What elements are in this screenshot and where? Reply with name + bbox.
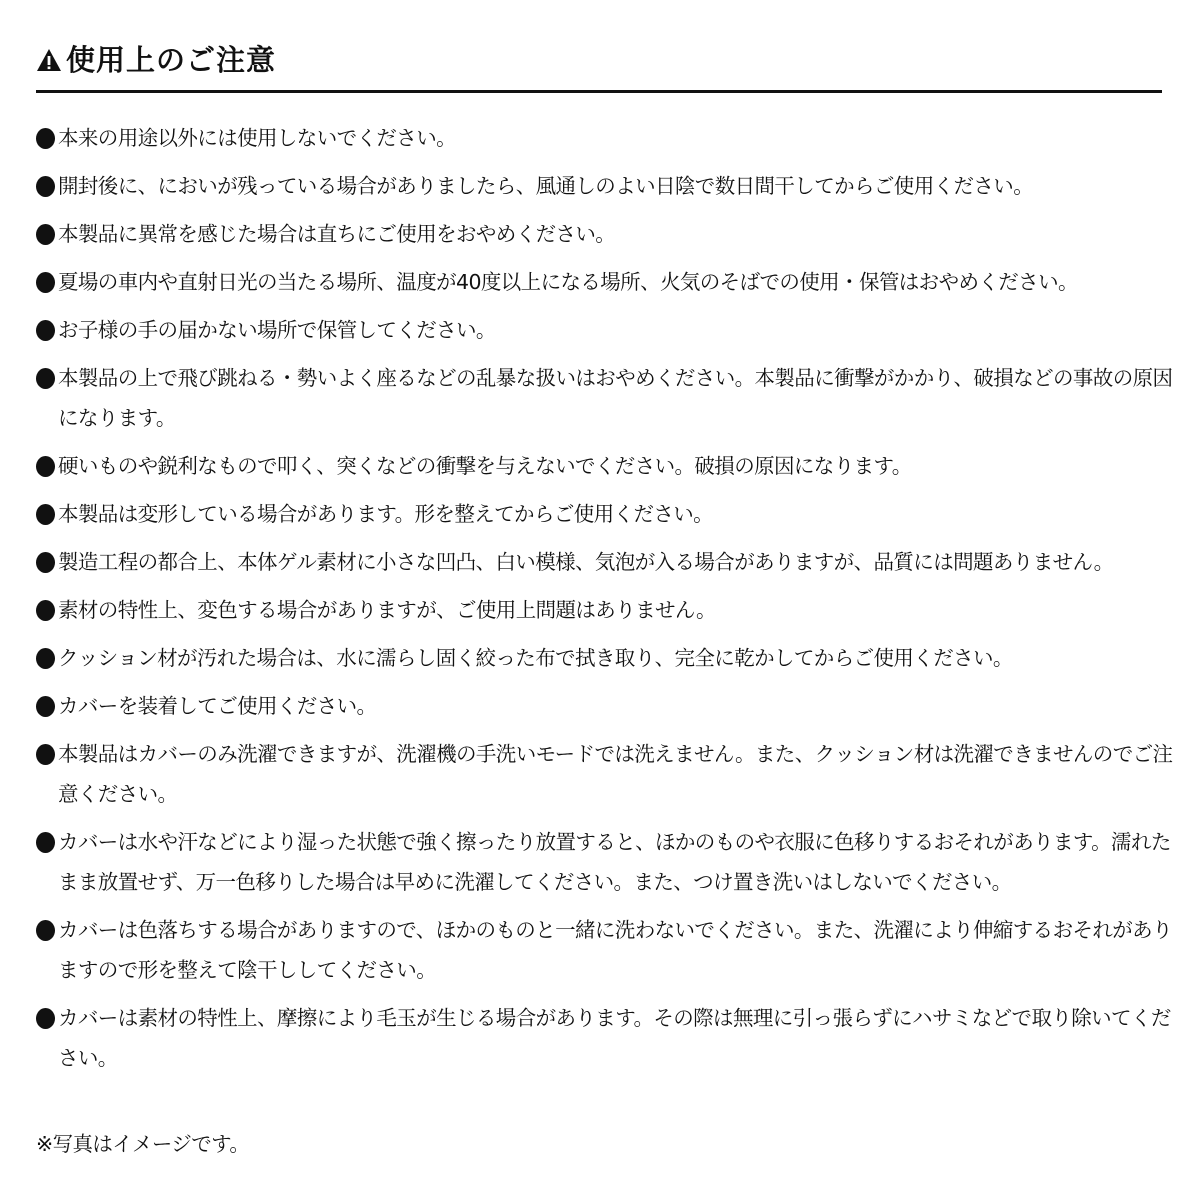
caution-item xyxy=(36,734,1176,814)
caution-text: 製造工程の都合上、本体ゲル素材に小さな凹凸、白い模様、気泡が入る場合がありますが、品質には問題ありません。 xyxy=(58,550,1114,574)
header-divider xyxy=(36,90,1162,93)
bullet-icon xyxy=(36,832,55,853)
caution-text: カバーは素材の特性上、摩擦により毛玉が生じる場合があります。その際は無理に引っ張らずにハサミなどで取り除いてください。 xyxy=(58,1006,1171,1070)
bullet-icon xyxy=(36,504,55,525)
caution-item xyxy=(36,638,1176,678)
bullet-icon xyxy=(36,920,55,941)
caution-item xyxy=(36,822,1176,902)
caution-item xyxy=(36,998,1176,1078)
bullet-icon xyxy=(36,456,55,477)
caution-text: 本製品は変形している場合があります。形を整えてからご使用ください。 xyxy=(58,502,714,526)
bullet-icon xyxy=(36,648,55,669)
caution-item xyxy=(36,310,1176,350)
bullet-icon xyxy=(36,552,55,573)
caution-list xyxy=(36,118,1176,1086)
image-disclaimer: ※写真はイメージです。 xyxy=(36,1132,250,1156)
bullet-icon xyxy=(36,744,55,765)
caution-text: カバーを装着してご使用ください。 xyxy=(58,694,377,718)
bullet-icon xyxy=(36,224,55,245)
caution-item xyxy=(36,262,1176,302)
caution-text: 本来の用途以外には使用しないでください。 xyxy=(58,126,456,150)
caution-item xyxy=(36,590,1176,630)
caution-text: 本製品に異常を感じた場合は直ちにご使用をおやめください。 xyxy=(58,222,616,246)
caution-item xyxy=(36,118,1176,158)
bullet-icon xyxy=(36,320,55,341)
caution-item xyxy=(36,910,1176,990)
caution-text: 本製品の上で飛び跳ねる・勢いよく座るなどの乱暴な扱いはおやめください。本製品に衝撃がかかり、破損などの事故の原因になります。 xyxy=(58,366,1173,430)
caution-text: 開封後に、においが残っている場合がありましたら、風通しのよい日陰で数日間干してからご使用ください。 xyxy=(58,174,1034,198)
caution-item xyxy=(36,494,1176,534)
caution-text: お子様の手の届かない場所で保管してください。 xyxy=(58,318,496,342)
bullet-icon xyxy=(36,600,55,621)
bullet-icon xyxy=(36,1008,55,1029)
caution-text: 夏場の車内や直射日光の当たる場所、温度が40度以上になる場所、火気のそばでの使用・保管はおやめください。 xyxy=(58,270,1078,294)
caution-text: 本製品はカバーのみ洗濯できますが、洗濯機の手洗いモードでは洗えません。また、クッション材は洗濯できませんのでご注意ください。 xyxy=(58,742,1173,806)
caution-item xyxy=(36,214,1176,254)
bullet-icon xyxy=(36,128,55,149)
caution-text: クッション材が汚れた場合は、水に濡らし固く絞った布で拭き取り、完全に乾かしてからご使用ください。 xyxy=(58,646,1013,670)
caution-text: 硬いものや鋭利なもので叩く、突くなどの衝撃を与えないでください。破損の原因になります。 xyxy=(58,454,912,478)
caution-item xyxy=(36,358,1176,438)
caution-text: カバーは水や汗などにより湿った状態で強く擦ったり放置すると、ほかのものや衣服に色移りするおそれがあります。濡れたまま放置せず、万一色移りした場合は早めに洗濯してください。また、つけ置き洗いはしないでください。 xyxy=(58,830,1171,894)
caution-item xyxy=(36,166,1176,206)
caution-item xyxy=(36,542,1176,582)
page-title: 使用上のご注意 xyxy=(66,43,277,77)
caution-item xyxy=(36,446,1176,486)
caution-text: カバーは色落ちする場合がありますので、ほかのものと一緒に洗わないでください。また、洗濯により伸縮するおそれがありますので形を整えて陰干ししてください。 xyxy=(58,918,1172,982)
caution-item xyxy=(36,686,1176,726)
caution-text: 素材の特性上、変色する場合がありますが、ご使用上問題はありません。 xyxy=(58,598,716,622)
bullet-icon xyxy=(36,696,55,717)
bullet-icon xyxy=(36,368,55,389)
warning-triangle-icon xyxy=(36,47,62,73)
bullet-icon xyxy=(36,176,55,197)
section-header xyxy=(36,38,276,82)
bullet-icon xyxy=(36,272,55,293)
